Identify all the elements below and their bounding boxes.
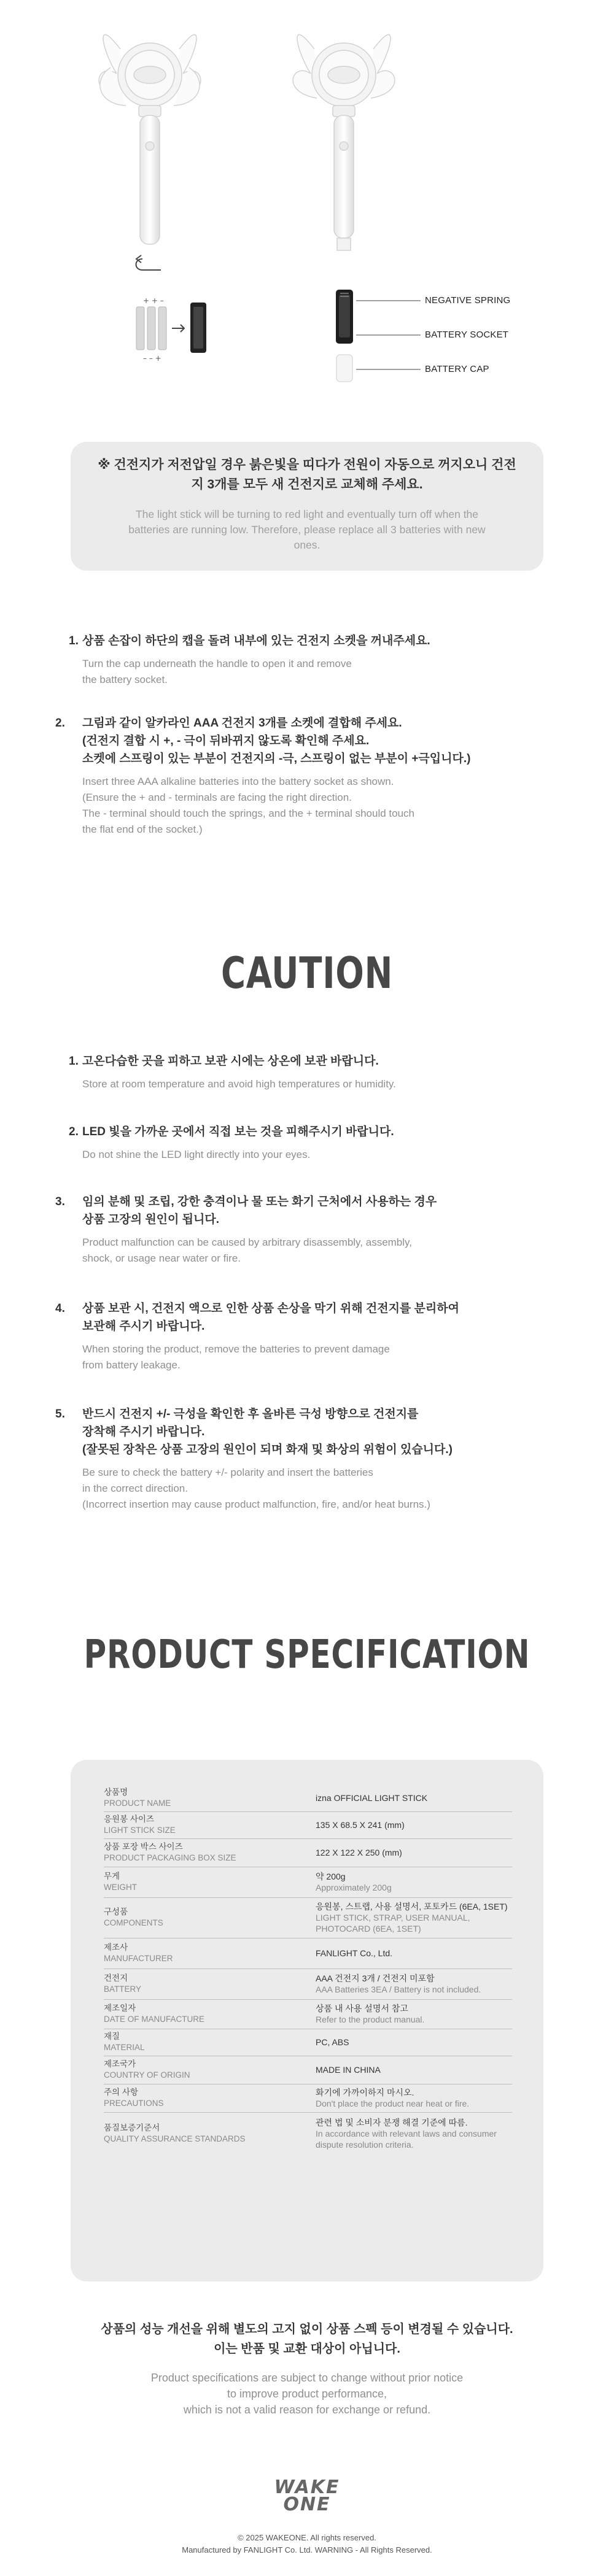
- spec-key-en: COUNTRY OF ORIGIN: [104, 2070, 190, 2080]
- spec-value-en: In accordance with relevant laws and consumer dispute resolution criteria.: [316, 2129, 497, 2150]
- spec-key-en: COMPONENTS: [104, 1918, 163, 1927]
- instruction-ko: 상품 손잡이 하단의 캡을 돌려 내부에 있는 건전지 소켓을 꺼내주세요.: [82, 634, 430, 647]
- battery-cap-icon: [336, 355, 352, 382]
- caution-item: 4. 상품 보관 시, 건전지 액으로 인한 상품 손상을 막기 위해 건전지를 분리하여 보관해 주시기 바랍니다. When storing the product, remove the batteries to prevent damage from battery leakage.: [55, 1302, 459, 1371]
- spec-key-en: MANUFACTURER: [104, 1954, 173, 1963]
- spec-value: 약 200g: [316, 1872, 346, 1881]
- spec-key-ko: 건전지: [104, 1973, 128, 1983]
- spec-value: 135 X 68.5 X 241 (mm): [316, 1820, 405, 1830]
- copyright-text: © 2025 WAKEONE. All rights reserved.: [238, 2533, 376, 2542]
- spec-key-en: DATE OF MANUFACTURE: [104, 2015, 205, 2024]
- instruction-en: Turn the cap underneath the handle to open it and remove the battery socket.: [82, 658, 352, 685]
- spec-row: [104, 2056, 512, 2084]
- spec-value-en: AAA Batteries 3EA / Battery is not included.: [316, 1984, 481, 1994]
- spec-value: 122 X 122 X 250 (mm): [316, 1848, 402, 1857]
- spec-key-ko: 제조국가: [104, 2059, 136, 2069]
- polarity-top: + + –: [143, 296, 164, 305]
- footer-notice-en: Product specifications are subject to change without prior notice to improve product performance, which is not a valid reason for exchange or refund.: [150, 2372, 464, 2416]
- caution-item: 1. 고온다습한 곳을 피하고 보관 시에는 상온에 보관 바랍니다. Store at room temperature and avoid high temperatures or humidity.: [69, 1055, 396, 1090]
- spec-row: [104, 1999, 512, 2029]
- spec-value: FANLIGHT Co., Ltd.: [316, 1948, 393, 1958]
- spec-row: [104, 2029, 512, 2056]
- spec-key-ko: 구성품: [104, 1907, 128, 1916]
- spec-key-ko: 재질: [104, 2032, 120, 2041]
- spec-key-ko: 품질보증기준서: [104, 2123, 160, 2133]
- spec-value: 응원봉, 스트랩, 사용 설명서, 포토카드 (6EA, 1SET): [316, 1902, 508, 1911]
- spec-value-en: Don't place the product near heat or fire.: [316, 2099, 470, 2108]
- spec-value-en: LIGHT STICK, STRAP, USER MANUAL, PHOTOCARD (6EA, 1SET): [316, 1913, 470, 1934]
- light-stick-right: [293, 34, 395, 250]
- spec-table-box: [71, 1760, 543, 2281]
- notice-en: The light stick will be turning to red light and eventually turn off when the batteries are running low. Therefore, please replace all 3 batteries with new ones.: [128, 508, 486, 551]
- label-battery-socket: BATTERY SOCKET: [425, 330, 509, 340]
- spec-row: [104, 1838, 512, 1867]
- notice-ko: ※ 건전지가 저전압일 경우 붉은빛을 띠다가 전원이 자동으로 꺼지오니 건전지 3개를 모두 새 건전지로 교체해 주세요.: [98, 458, 516, 492]
- light-stick-illustration: [0, 0, 614, 405]
- spec-key-ko: 제조사: [104, 1943, 128, 1952]
- spec-key-en: BATTERY: [104, 1984, 142, 1994]
- spec-row: [104, 1897, 512, 1938]
- spec-key-en: QUALITY ASSURANCE STANDARDS: [104, 2134, 246, 2144]
- polarity-bottom: – – +: [143, 354, 161, 363]
- spec-row: [104, 2084, 512, 2112]
- spec-row: [104, 1867, 512, 1897]
- spec-value-en: Refer to the product manual.: [316, 2015, 425, 2024]
- battery-socket-icon: [336, 290, 353, 344]
- manufactured-text: Manufactured by FANLIGHT Co. Ltd. WARNING - All Rights Reserved.: [182, 2545, 432, 2555]
- spec-value-en: Approximately 200g: [316, 1883, 392, 1892]
- spec-value: 상품 내 사용 설명서 참고: [316, 2003, 408, 2013]
- spec-key-ko: 무게: [104, 1872, 120, 1881]
- battery-notice-box: [71, 442, 543, 571]
- spec-key-en: WEIGHT: [104, 1883, 137, 1892]
- footer-notice-ko: 상품의 성능 개선을 위해 별도의 고지 없이 상품 스펙 등이 변경될 수 있습니다. 이는 반품 및 교환 대상이 아닙니다.: [101, 2323, 513, 2356]
- spec-key-en: PRODUCT PACKAGING BOX SIZE: [104, 1853, 236, 1862]
- instruction-item: 2. 그림과 같이 알카라인 AAA 건전지 3개를 소켓에 결합해 주세요. (건전지 결합 시 +, - 극이 뒤바뀌지 않도록 확인해 주세요. 소켓에 스프링이 있는 부분이 건전지의 -극, 스프링이 없는 부분이 +극입니다.) Insert three AAA alkaline batteries into the battery socket as shown. (Ensure the + and - terminals are facing the right direction. The - terminal should touch the springs, and the + terminal should touch the flat end of the socket.): [69, 714, 554, 838]
- caution-item: 3. 임의 분해 및 조립, 강한 충격이나 물 또는 화기 근처에서 사용하는 경우 상품 고장의 원인이 됩니다. Product malfunction can be caused by arbitrary disassembly, assembly, shock, or usage near water or fire.: [55, 1195, 437, 1264]
- spec-key-ko: 응원봉 사이즈: [104, 1814, 154, 1824]
- caution-item: 2. LED 빛을 가까운 곳에서 직접 보는 것을 피해주시기 바랍니다. Do not shine the LED light directly into your eyes.: [69, 1125, 394, 1160]
- battery-icons: [136, 303, 206, 353]
- label-battery-cap: BATTERY CAP: [425, 364, 489, 374]
- light-stick-left: [99, 34, 201, 244]
- spec-value: PC, ABS: [316, 2037, 349, 2047]
- spec-row: [104, 1811, 512, 1838]
- spec-key-en: LIGHT STICK SIZE: [104, 1826, 176, 1835]
- spec-value: AAA 건전지 3개 / 건전지 미포함: [316, 1973, 435, 1983]
- spec-row: [104, 1784, 512, 1811]
- instruction-item: 1. 상품 손잡이 하단의 캡을 돌려 내부에 있는 건전지 소켓을 꺼내주세요. Turn the cap underneath the handle to open it and remove the battery socket.: [69, 632, 554, 688]
- spec-key-en: PRODUCT NAME: [104, 1798, 171, 1808]
- spec-table: [104, 1784, 512, 2155]
- instruction-ko: 그림과 같이 알카라인 AAA 건전지 3개를 소켓에 결합해 주세요. (건전지 결합 시 +, - 극이 뒤바뀌지 않도록 확인해 주세요. 소켓에 스프링이 있는 부분이 건전지의 -극, 스프링이 없는 부분이 +극입니다.): [82, 717, 471, 765]
- spec-value: 관련 법 및 소비자 분쟁 해결 기준에 따름.: [316, 2118, 468, 2128]
- spec-key-ko: 상품 포장 박스 사이즈: [104, 1842, 183, 1851]
- instruction-en: Insert three AAA alkaline batteries into the battery socket as shown. (Ensure the + and - terminals are facing the right direction. The - terminal should touch the springs, and the + terminal should touch the flat end of the socket.): [82, 776, 415, 835]
- spec-value: MADE IN CHINA: [316, 2065, 381, 2075]
- spec-key-en: PRECAUTIONS: [104, 2099, 164, 2108]
- spec-value: 화기에 가까이하지 마시오.: [316, 2088, 414, 2097]
- spec-key-ko: 제조일자: [104, 2003, 136, 2013]
- spec-row: [104, 1938, 512, 1969]
- spec-value: izna OFFICIAL LIGHT STICK: [316, 1792, 428, 1803]
- spec-key-ko: 주의 사항: [104, 2088, 138, 2097]
- spec-row: [104, 1969, 512, 1999]
- spec-row: [104, 2112, 512, 2155]
- spec-title: PRODUCT SPECIFICATION: [84, 1632, 530, 1678]
- wakeone-logo: WAKE ONE: [274, 2477, 340, 2515]
- spec-key-en: MATERIAL: [104, 2043, 145, 2052]
- label-negative-spring: NEGATIVE SPRING: [425, 295, 511, 306]
- rotate-arrow-icon: [136, 259, 161, 270]
- caution-item: 5. 반드시 건전지 +/- 극성을 확인한 후 올바른 극성 방향으로 건전지를 장착해 주시기 바랍니다. (잘못된 장착은 상품 고장의 원인이 되며 화재 및 화상의 위험이 있습니다.) Be sure to check the battery +/- polarity and insert the batteries in the correct direction. (Incorrect insertion may cause product malfunction, fire, and/or heat burns.): [55, 1408, 453, 1510]
- caution-title: CAUTION: [220, 948, 394, 998]
- spec-key-ko: 상품명: [104, 1787, 128, 1797]
